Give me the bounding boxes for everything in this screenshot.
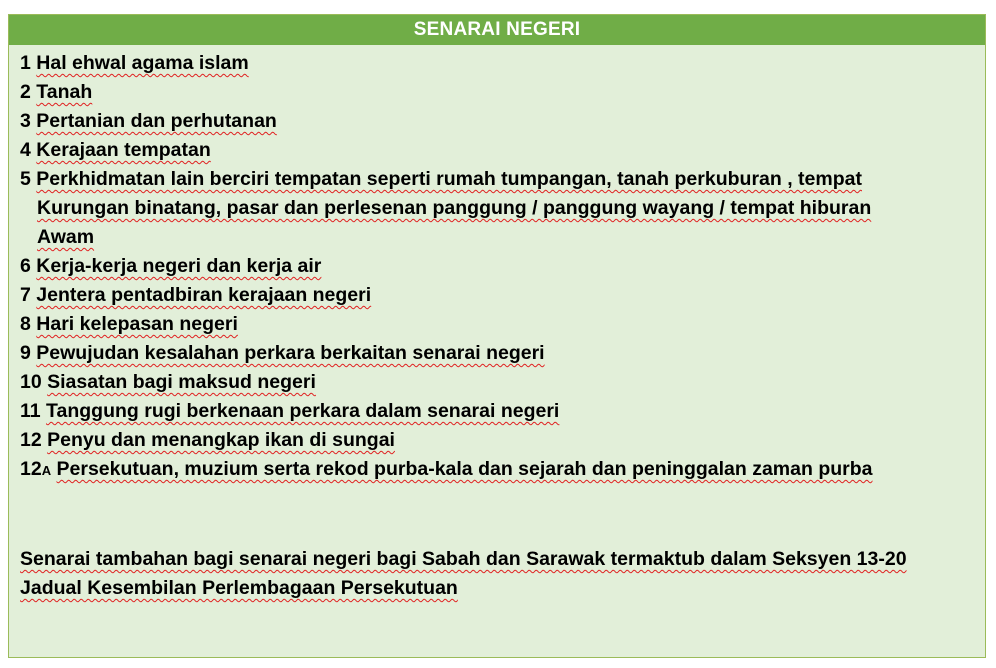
list-item bbox=[20, 165, 985, 194]
item-number-suffix: A bbox=[41, 463, 52, 478]
item-number: 12 bbox=[20, 458, 42, 480]
item-text: Pewujudan kesalahan perkara berkaitan senarai negeri bbox=[36, 342, 545, 364]
item-text: Persekutuan, muzium serta rekod purba-kala dan sejarah dan peninggalan zaman purba bbox=[56, 458, 873, 480]
list-item bbox=[20, 49, 985, 78]
item-text: Tanah bbox=[36, 81, 93, 103]
item-text: Penyu dan menangkap ikan di sungai bbox=[47, 429, 395, 451]
item-number: 5 bbox=[20, 168, 31, 190]
item-text: Kerja-kerja negeri dan kerja air bbox=[36, 255, 322, 277]
list-item bbox=[20, 339, 985, 368]
item-text: Hal ehwal agama islam bbox=[36, 52, 249, 74]
list-item bbox=[20, 281, 985, 310]
item-text: Siasatan bagi maksud negeri bbox=[47, 371, 316, 393]
list-item bbox=[20, 310, 985, 339]
header-title: SENARAI NEGERI bbox=[413, 19, 581, 40]
table-header bbox=[9, 15, 985, 45]
item-number: 4 bbox=[20, 139, 31, 161]
item-number: 12 bbox=[20, 429, 42, 451]
item-number: 7 bbox=[20, 284, 31, 306]
list-item bbox=[20, 136, 985, 165]
item-number: 1 bbox=[20, 52, 31, 74]
item-number: 3 bbox=[20, 110, 31, 132]
item-number: 10 bbox=[20, 371, 42, 393]
item-number: 8 bbox=[20, 313, 31, 335]
list-item bbox=[20, 455, 985, 485]
note-line: Jadual Kesembilan Perlembagaan Persekutuan bbox=[20, 577, 458, 599]
item-text: Kurungan binatang, pasar dan perlesenan panggung / panggung wayang / tempat hiburan bbox=[37, 197, 872, 219]
list-item bbox=[20, 252, 985, 281]
item-text: Jentera pentadbiran kerajaan negeri bbox=[36, 284, 372, 306]
item-text: Tanggung rugi berkenaan perkara dalam senarai negeri bbox=[46, 400, 560, 422]
item-text: Pertanian dan perhutanan bbox=[36, 110, 277, 132]
list-item bbox=[20, 78, 985, 107]
item-text: Perkhidmatan lain berciri tempatan seperti rumah tumpangan, tanah perkuburan , tempat bbox=[36, 168, 862, 190]
spacer bbox=[20, 485, 985, 545]
item-text: Awam bbox=[37, 226, 95, 248]
item-text: Kerajaan tempatan bbox=[36, 139, 211, 161]
senarai-negeri-table bbox=[8, 14, 986, 658]
item-number: 6 bbox=[20, 255, 31, 277]
item-text: Hari kelepasan negeri bbox=[36, 313, 238, 335]
list-item-continuation bbox=[20, 223, 985, 252]
item-number: 11 bbox=[20, 400, 41, 422]
list-item bbox=[20, 426, 985, 455]
table-body bbox=[9, 45, 985, 603]
list-item-continuation bbox=[20, 194, 985, 223]
list-item bbox=[20, 107, 985, 136]
list-item bbox=[20, 397, 985, 426]
item-number: 2 bbox=[20, 81, 31, 103]
item-number: 9 bbox=[20, 342, 31, 364]
note-line: Senarai tambahan bagi senarai negeri bagi Sabah dan Sarawak termaktub dalam Seksyen 13-20 bbox=[20, 548, 907, 570]
list-item bbox=[20, 368, 985, 397]
